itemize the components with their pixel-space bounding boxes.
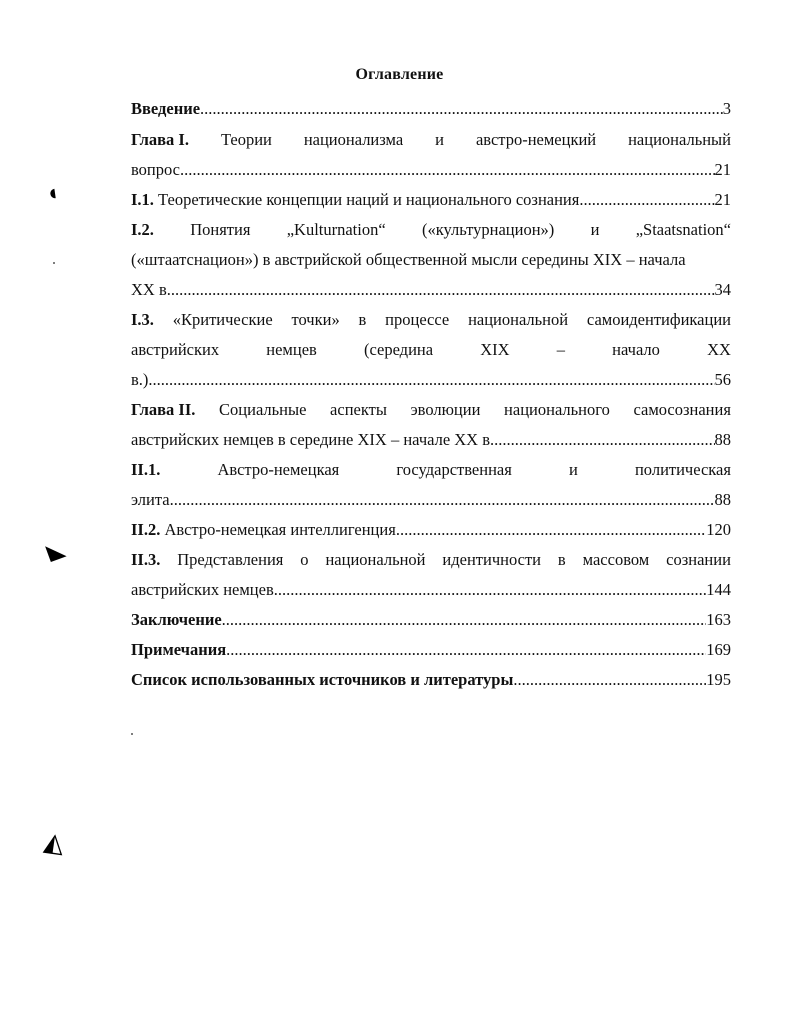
toc-page-number: 163	[706, 610, 731, 629]
toc-word: «Критические	[172, 310, 273, 329]
toc-word: Австро-немецкая	[217, 460, 340, 479]
toc-word: в	[557, 550, 566, 569]
toc-page-number: 88	[714, 430, 731, 449]
toc-page-number: 3	[722, 99, 731, 118]
toc-entry-label: Теоретические концепции наций и национального сознания	[158, 190, 580, 209]
toc-entry	[131, 545, 731, 605]
toc-entry	[131, 635, 731, 665]
toc-leader-dots	[274, 575, 707, 605]
toc-word: эволюции	[410, 400, 481, 419]
toc-entry-number: Глава II.	[131, 400, 196, 419]
toc-entry	[131, 395, 731, 455]
toc-word: о	[300, 550, 309, 569]
toc-entry-number: I.3.	[131, 310, 154, 329]
toc-entry-number: I.1.	[131, 190, 154, 209]
table-of-contents	[131, 94, 731, 695]
toc-leader-dots	[579, 185, 714, 215]
toc-word: политическая	[634, 460, 731, 479]
toc-word: начало	[612, 340, 660, 359]
toc-entry	[131, 185, 731, 215]
toc-word: идентичности	[442, 550, 541, 569]
toc-word: сознании	[666, 550, 731, 569]
toc-entry-label: австрийских немцев в середине XIX – начале XX в.	[131, 430, 495, 449]
scan-mark-icon: ◭	[42, 826, 66, 859]
toc-word: процессе	[385, 310, 450, 329]
toc-entry-number: Глава I.	[131, 130, 189, 149]
toc-entry-label: Заключение	[131, 610, 222, 629]
toc-entry-label: в.)	[131, 370, 149, 389]
toc-page-number: 120	[706, 520, 731, 539]
toc-word: Представления	[177, 550, 284, 569]
toc-leader-dots	[171, 275, 715, 305]
toc-word: „Kulturnation“	[286, 220, 386, 239]
toc-entry	[131, 515, 731, 545]
toc-entry-label: Австро-немецкая интеллигенция	[164, 520, 396, 539]
toc-word: австро-немецкий	[475, 130, 597, 149]
toc-word: немцев	[266, 340, 317, 359]
scan-speck	[131, 733, 133, 735]
toc-word: –	[556, 340, 565, 359]
toc-entry-label: Примечания	[131, 640, 227, 659]
toc-word: Понятия	[190, 220, 251, 239]
toc-page-number: 56	[714, 370, 731, 389]
toc-page-number: 195	[706, 670, 731, 689]
toc-word: национальной	[325, 550, 426, 569]
toc-leader-dots	[200, 94, 723, 124]
toc-entry-label: Список использованных источников и литературы	[131, 670, 514, 689]
toc-entry	[131, 125, 731, 185]
toc-entry	[131, 94, 731, 124]
toc-word: Теории	[220, 130, 272, 149]
toc-page-number: 21	[714, 190, 731, 209]
toc-word: „Staatsnation“	[635, 220, 731, 239]
toc-entry-label: элита	[131, 490, 170, 509]
toc-entry-number: II.3.	[131, 550, 161, 569]
toc-word: (середина	[363, 340, 434, 359]
toc-page-number: 169	[706, 640, 731, 659]
toc-title: Оглавление	[355, 66, 444, 83]
toc-word: в	[358, 310, 367, 329]
toc-word: точки»	[291, 310, 340, 329]
toc-word: и	[435, 130, 444, 149]
toc-word: («культурнацион»)	[421, 220, 555, 239]
toc-entry	[131, 215, 731, 305]
toc-leader-dots	[513, 665, 706, 695]
toc-entry-number: II.1.	[131, 460, 161, 479]
toc-page-number: 34	[714, 280, 731, 299]
toc-entry	[131, 605, 731, 635]
toc-entry-label: австрийских немцев	[131, 580, 274, 599]
toc-entry	[131, 665, 731, 695]
toc-word: и	[568, 460, 578, 479]
toc-entry	[131, 455, 731, 515]
toc-word: Социальные	[219, 400, 307, 419]
toc-leader-dots	[396, 515, 706, 545]
toc-leader-dots	[222, 605, 707, 635]
toc-word: и	[590, 220, 600, 239]
toc-entry-label: XX в.	[131, 280, 171, 299]
toc-leader-dots	[494, 425, 714, 455]
toc-word: XX	[707, 340, 731, 359]
toc-page-number: 144	[706, 580, 731, 599]
toc-leader-dots	[226, 635, 706, 665]
toc-word: XIX	[480, 340, 510, 359]
toc-leader-dots	[170, 485, 715, 515]
toc-entry-line: («штаатснацион») в австрийской общественной мысли середины XIX – начала	[131, 250, 686, 269]
toc-entry-number: I.2.	[131, 220, 154, 239]
toc-word: государственная	[396, 460, 512, 479]
toc-word: австрийских	[131, 340, 220, 359]
scan-mark-icon: ◖	[44, 179, 61, 206]
toc-entry-number: II.2.	[131, 520, 161, 539]
toc-entry-label: Введение	[131, 99, 201, 118]
toc-page-number: 21	[714, 160, 731, 179]
toc-entry	[131, 305, 731, 395]
toc-leader-dots	[148, 365, 714, 395]
toc-word: самосознания	[633, 400, 731, 419]
toc-word: национальный	[628, 130, 731, 149]
toc-word: национализма	[303, 130, 404, 149]
scan-mark-icon: ◣	[43, 534, 68, 565]
toc-word: массовом	[582, 550, 650, 569]
toc-leader-dots	[180, 155, 715, 185]
toc-page-number: 88	[714, 490, 731, 509]
scan-speck	[53, 262, 55, 264]
toc-word: национального	[504, 400, 610, 419]
toc-word: самоидентификации	[586, 310, 731, 329]
toc-word: национальной	[468, 310, 569, 329]
toc-word: аспекты	[330, 400, 387, 419]
toc-entry-label: вопрос	[131, 160, 180, 179]
